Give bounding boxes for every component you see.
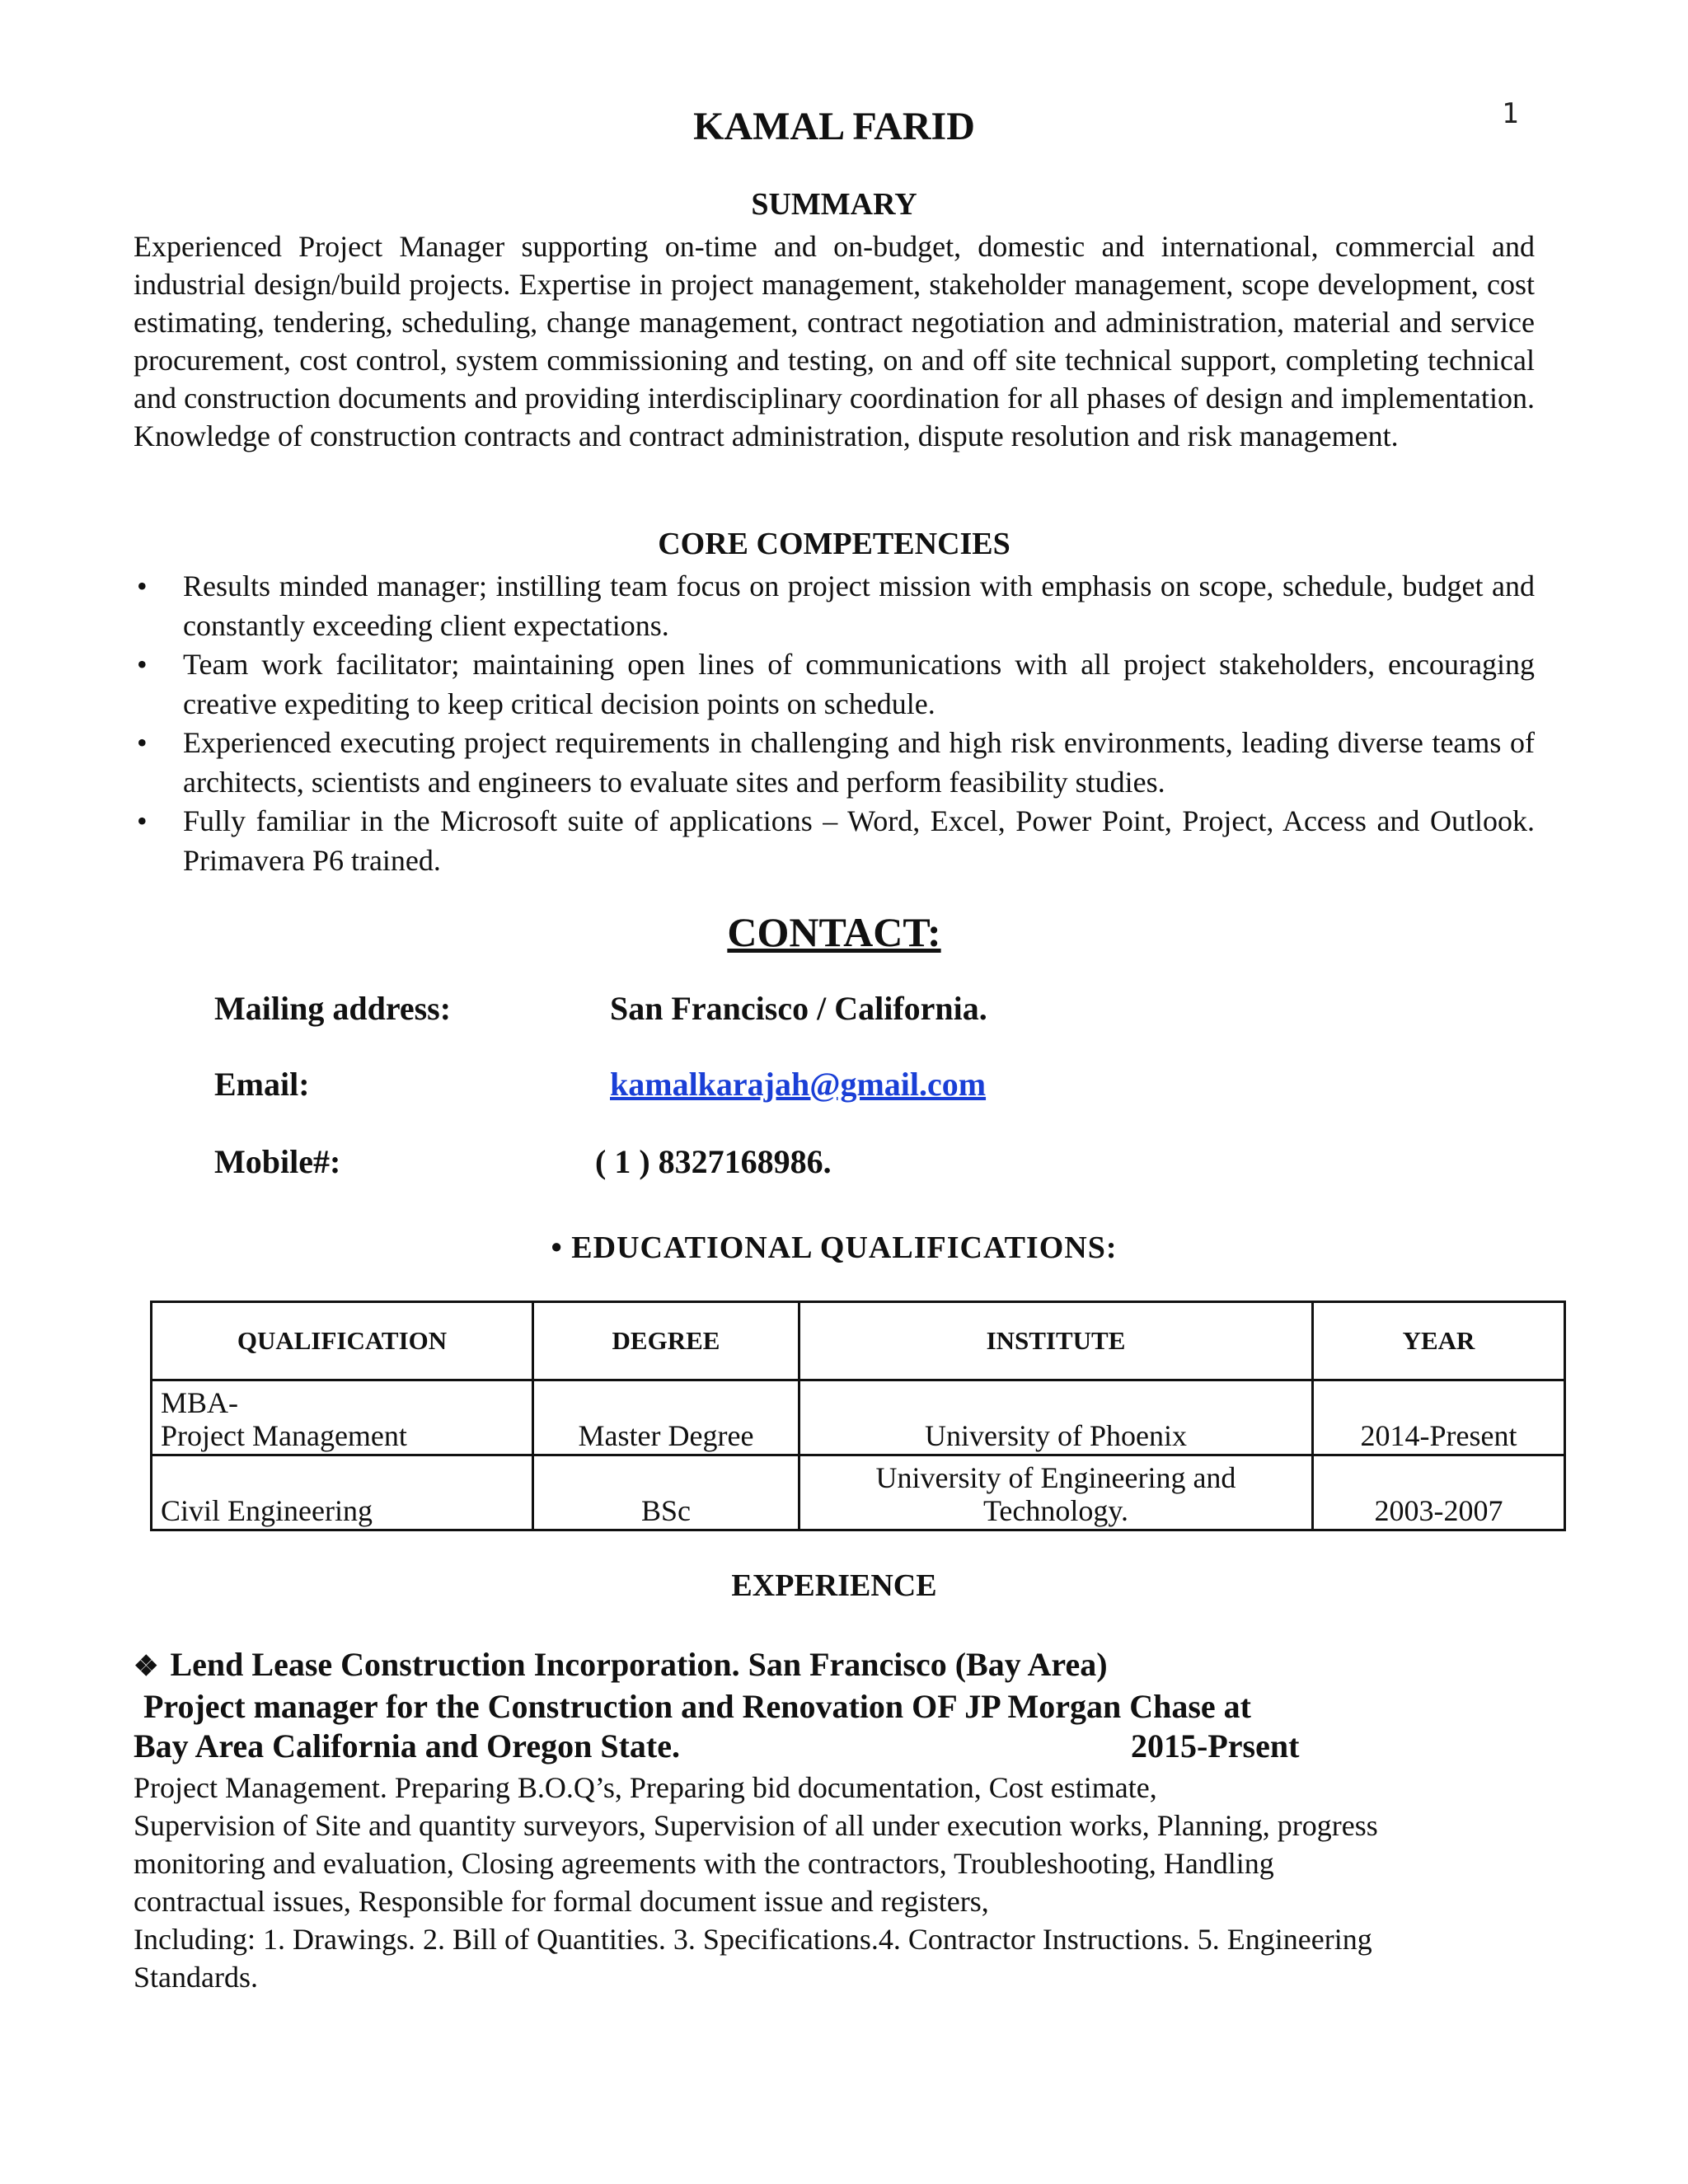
table-cell: 2014-Present xyxy=(1313,1380,1565,1455)
summary-heading: SUMMARY xyxy=(751,187,917,222)
table-header-row xyxy=(152,1302,1565,1380)
diamond-bullet-icon: ❖ xyxy=(134,1652,159,1682)
role-line: Project manager for the Construction and Renovation OF JP Morgan Chase at xyxy=(143,1688,1251,1725)
table-cell: University of Phoenix xyxy=(799,1380,1313,1455)
company-line xyxy=(134,1645,1551,1687)
competency-item: • Results minded manager; instilling team focus on project mission with emphasis on scope, schedule, budget and constantly exceeding client expectations. xyxy=(134,567,1535,645)
job-entry xyxy=(134,1645,1551,1766)
experience-heading: EXPERIENCE xyxy=(731,1568,937,1603)
description-line: contractual issues, Responsible for formal document issue and registers, xyxy=(134,1885,989,1918)
description-line: Supervision of Site and quantity surveyors, Supervision of all under execution works, Planning, progress xyxy=(134,1809,1378,1842)
company-name: Lend Lease Construction Incorporation. San Francisco (Bay Area) xyxy=(170,1646,1108,1683)
competency-item: • Team work facilitator; maintaining open lines of communications with all project stakeholders, encouraging creative expediting to keep critical decision points on schedule. xyxy=(134,645,1535,724)
table-cell: Master Degree xyxy=(533,1380,799,1455)
table-cell: Civil Engineering xyxy=(152,1455,533,1530)
mailing-label: Mailing address: xyxy=(214,990,452,1027)
table-cell: BSc xyxy=(533,1455,799,1530)
description-line: Standards. xyxy=(134,1961,258,1994)
email-label: Email: xyxy=(214,1066,310,1103)
competencies-list xyxy=(134,567,1535,880)
competencies-heading: CORE COMPETENCIES xyxy=(658,527,1010,561)
education-heading: • EDUCATIONAL QUALIFICATIONS: xyxy=(551,1230,1118,1265)
competency-item: • Fully familiar in the Microsoft suite of applications – Word, Excel, Power Point, Project, Access and Outlook. Primavera P6 trained. xyxy=(134,802,1535,880)
contact-heading: CONTACT: xyxy=(727,909,941,955)
education-table xyxy=(150,1301,1566,1531)
description-line: Including: 1. Drawings. 2. Bill of Quantities. 3. Specifications.4. Contractor Instructions. 5. Engineering xyxy=(134,1923,1372,1956)
role-location: Bay Area California and Oregon State. xyxy=(134,1727,680,1765)
column-header: QUALIFICATION xyxy=(152,1302,533,1380)
summary-text: Experienced Project Manager supporting on-time and on-budget, domestic and international, commercial and industrial design/build projects. Expertise in project management, stakeholder management, scope development, cost estimating, tendering, scheduling, change management, contract negotiation and administration, material and service procurement, cost control, system commissioning and testing, on and off site technical support, completing technical and construction documents and providing interdisciplinary coordination for all phases of design and implementation. Knowledge of construction contracts and contract administration, dispute resolution and risk management. xyxy=(134,230,1535,452)
competency-item: • Experienced executing project requirements in challenging and high risk environments, leading diverse teams of architects, scientists and engineers to evaluate sites and perform feasibility studies. xyxy=(134,724,1535,802)
role-location-line xyxy=(134,1727,1551,1766)
table-row xyxy=(152,1455,1565,1530)
mobile-label: Mobile#: xyxy=(214,1143,341,1180)
job-description xyxy=(134,1769,1535,1996)
column-header: INSTITUTE xyxy=(799,1302,1313,1380)
email-link[interactable]: kamalkarajah@gmail.com xyxy=(610,1066,987,1103)
table-cell: 2003-2007 xyxy=(1313,1455,1565,1530)
candidate-name: KAMAL FARID xyxy=(693,105,975,148)
description-line: monitoring and evaluation, Closing agreements with the contractors, Troubleshooting, Handling xyxy=(134,1847,1274,1880)
email-value xyxy=(610,1065,986,1104)
job-period: 2015-Prsent xyxy=(1131,1727,1300,1765)
table-cell: MBA- Project Management xyxy=(152,1380,533,1455)
mailing-value: San Francisco / California. xyxy=(610,990,987,1027)
column-header: DEGREE xyxy=(533,1302,799,1380)
description-line: Project Management. Preparing B.O.Q’s, Preparing bid documentation, Cost estimate, xyxy=(134,1771,1157,1804)
page-number: 1 xyxy=(1502,97,1519,130)
column-header: YEAR xyxy=(1313,1302,1565,1380)
table-cell: University of Engineering and Technology. xyxy=(799,1455,1313,1530)
table-row xyxy=(152,1380,1565,1455)
mobile-value: ( 1 ) 8327168986. xyxy=(595,1143,832,1180)
